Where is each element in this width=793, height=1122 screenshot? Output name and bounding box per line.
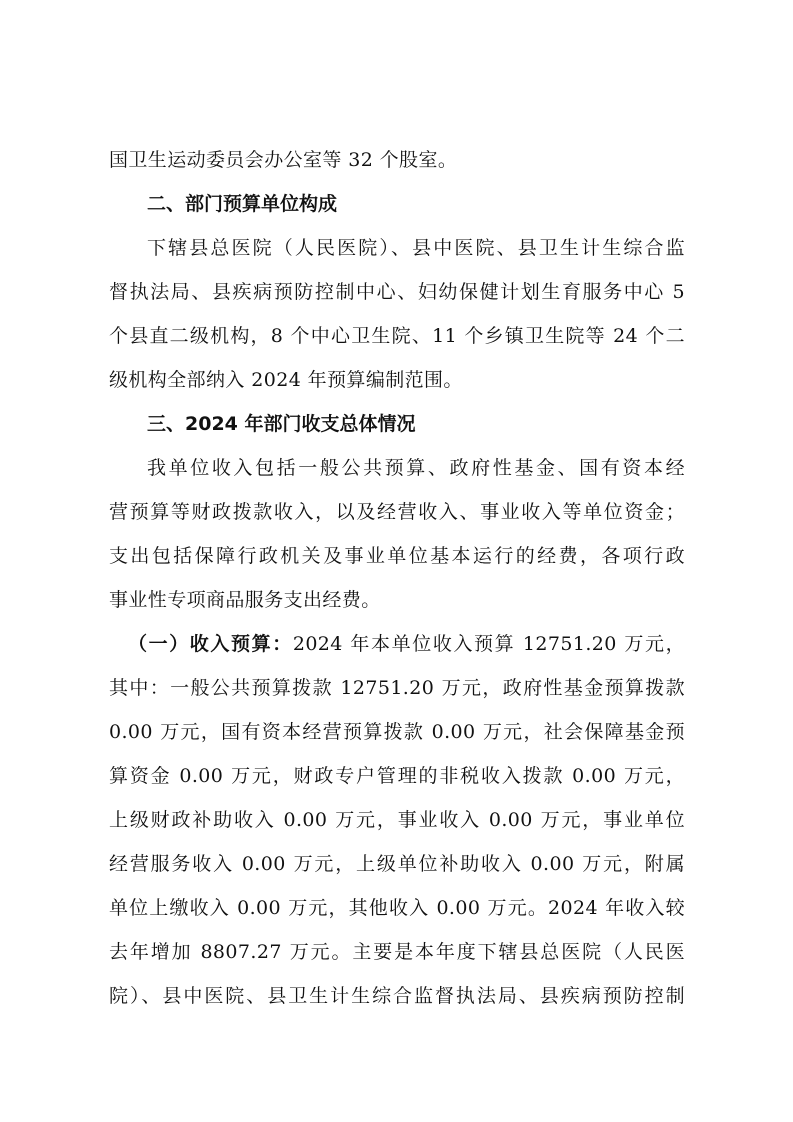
paragraph-line: 单位上缴收入 0.00 万元，其他收入 0.00 万元。2024 年收入较 (109, 897, 685, 919)
income-budget-label: （一）收入预算： (128, 633, 293, 655)
section-heading-budget-overview: 三、2024 年部门收支总体情况 (147, 413, 416, 435)
income-budget-line (128, 624, 685, 664)
paragraph-line: 算资金 0.00 万元，财政专户管理的非税收入拨款 0.00 万元， (109, 765, 685, 787)
paragraph-line: 其中：一般公共预算拨款 12751.20 万元，政府性基金预算拨款 (109, 677, 685, 699)
income-budget-text: 2024 年本单位收入预算 12751.20 万元， (292, 633, 685, 655)
paragraph-line: 去年增加 8807.27 万元。主要是本年度下辖县总医院（人民医 (109, 941, 685, 963)
paragraph-line: 级机构全部纳入 2024 年预算编制范围。 (109, 369, 463, 391)
section-heading-unit-composition: 二、部门预算单位构成 (147, 193, 338, 215)
paragraph-line: 督执法局、县疾病预防控制中心、妇幼保健计划生育服务中心 5 (109, 281, 685, 303)
paragraph-line: 0.00 万元，国有资本经营预算拨款 0.00 万元，社会保障基金预 (109, 721, 685, 743)
paragraph-line: 经营服务收入 0.00 万元，上级单位补助收入 0.00 万元，附属 (109, 853, 685, 875)
paragraph-line: 院）、县中医院、县卫生计生综合监督执法局、县疾病预防控制 (109, 985, 685, 1007)
paragraph-line: 事业性专项商品服务支出经费。 (109, 589, 381, 611)
paragraph-line: 下辖县总医院（人民医院）、县中医院、县卫生计生综合监 (147, 237, 685, 259)
paragraph-line: 我单位收入包括一般公共预算、政府性基金、国有资本经 (147, 457, 685, 479)
paragraph-line: 上级财政补助收入 0.00 万元，事业收入 0.00 万元，事业单位 (109, 809, 685, 831)
paragraph-line: 支出包括保障行政机关及事业单位基本运行的经费，各项行政 (109, 545, 685, 567)
paragraph-line: 国卫生运动委员会办公室等 32 个股室。 (109, 149, 458, 171)
paragraph-line: 个县直二级机构，8 个中心卫生院、11 个乡镇卫生院等 24 个二 (109, 325, 685, 347)
paragraph-line: 营预算等财政拨款收入，以及经营收入、事业收入等单位资金； (109, 501, 685, 523)
